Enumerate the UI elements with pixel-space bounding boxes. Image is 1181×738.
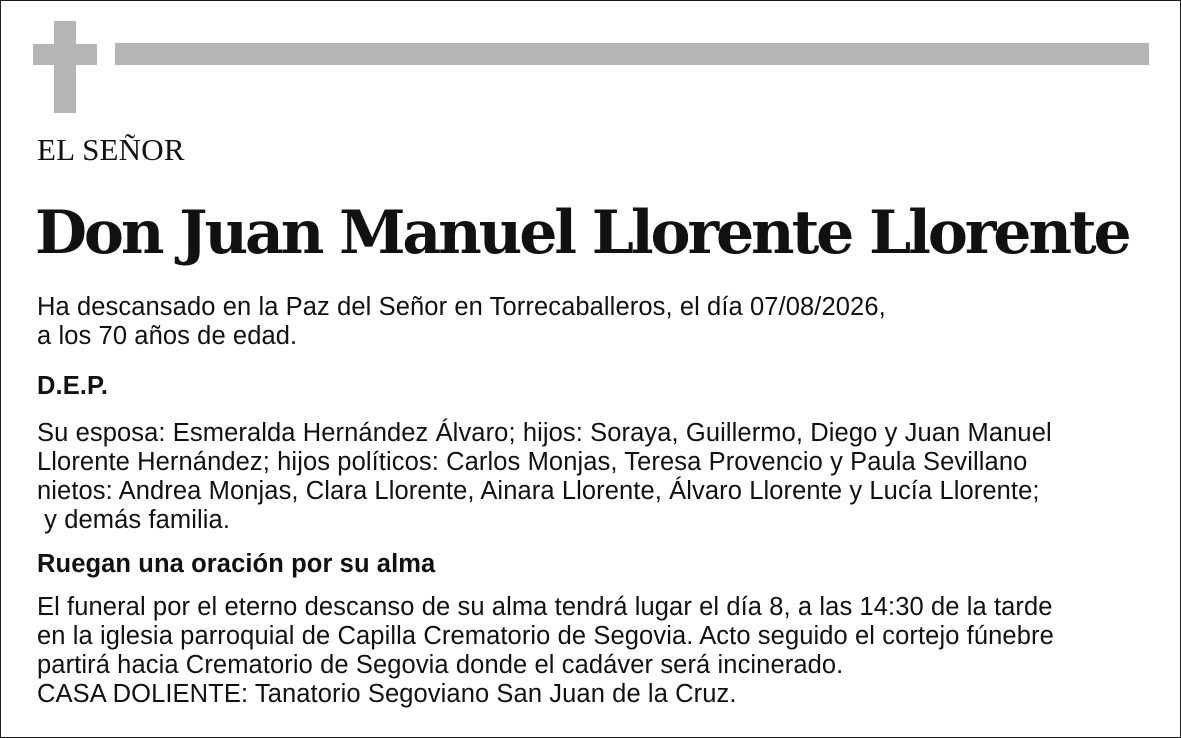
- death-announcement: [37, 293, 886, 351]
- dep-label: D.E.P.: [37, 372, 108, 400]
- family-line: y demás familia.: [37, 506, 231, 534]
- family-line: Llorente Hernández; hijos políticos: Carlos Monjas, Teresa Provencio y Paula Sevillano: [37, 448, 1028, 476]
- funeral-line: El funeral por el eterno descanso de su alma tendrá lugar el día 8, a las 14:30 de la tarde: [37, 593, 1053, 621]
- deceased-name: Don Juan Manuel Llorente Llorente: [35, 198, 1129, 268]
- family-line: Su esposa: Esmeralda Hernández Álvaro; hijos: Soraya, Guillermo, Diego y Juan Manuel: [37, 419, 1052, 447]
- cross-horizontal-bar: [33, 44, 97, 65]
- cross-vertical-bar: [54, 21, 76, 113]
- funeral-line: partirá hacia Crematorio de Segovia donde el cadáver será incinerado.: [37, 651, 844, 679]
- cross-icon: [33, 21, 97, 113]
- honorific: EL SEÑOR: [37, 132, 185, 167]
- header-rule: [115, 43, 1149, 65]
- funeral-line: en la iglesia parroquial de Capilla Crematorio de Segovia. Acto seguido el cortejo fúnebre: [37, 622, 1054, 650]
- family-line: nietos: Andrea Monjas, Clara Llorente, Ainara Llorente, Álvaro Llorente y Lucía Llorente;: [37, 477, 1040, 505]
- funeral-details: [37, 593, 1054, 709]
- prayer-request: Ruegan una oración por su alma: [37, 550, 436, 578]
- announcement-line: a los 70 años de edad.: [37, 322, 298, 350]
- announcement-line: Ha descansado en la Paz del Señor en Torrecaballeros, el día 07/08/2026,: [37, 293, 886, 321]
- family-list: [37, 419, 1052, 535]
- funeral-line: CASA DOLIENTE: Tanatorio Segoviano San Juan de la Cruz.: [37, 680, 737, 708]
